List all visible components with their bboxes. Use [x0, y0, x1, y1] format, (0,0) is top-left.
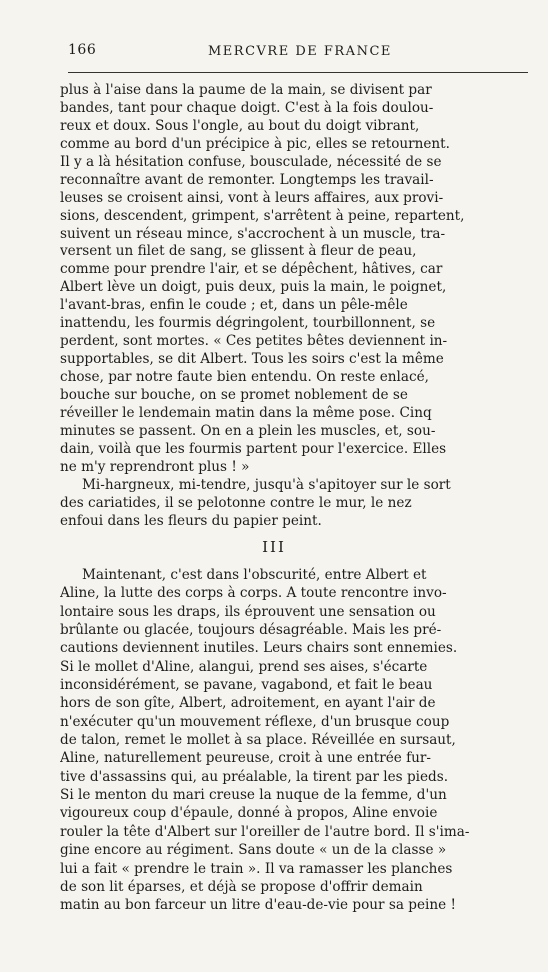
text-line: leuses se croisent ainsi, vont à leurs affaires, aux provi- [60, 189, 444, 206]
text-line: Aline, naturellement peureuse, croit à une entrée fur- [60, 750, 432, 767]
text-line: inconsidérément, se pavane, vagabond, et fait le beau [60, 677, 433, 694]
text-line: Mi-hargneux, mi-tendre, jusqu'à s'apitoyer sur le sort [82, 476, 451, 493]
text-line: reconnaître avant de remonter. Longtemps les travail- [60, 171, 434, 188]
text-line: réveiller le lendemain matin dans la même pose. Cinq [60, 404, 432, 421]
text-line: perdent, sont mortes. « Ces petites bêtes deviennent in- [60, 333, 448, 350]
text-line: versent un filet de sang, se glissent à fleur de peau, [60, 243, 417, 260]
text-line: hors de son gîte, Albert, adroitement, en ayant l'air de [60, 695, 436, 712]
text-line: Il y a là hésitation confuse, bousculade, nécessité de se [60, 153, 442, 170]
text-line: tive d'assassins qui, au préalable, la tirent par les pieds. [60, 768, 449, 785]
page-number: 166 [68, 42, 97, 58]
text-line: plus à l'aise dans la paume de la main, se divisent par [60, 82, 432, 98]
text-line: matin au bon farceur un litre d'eau-de-vie pour sa peine ! [60, 897, 456, 914]
text-line: dain, voilà que les fourmis partent pour l'exercice. Elles [60, 440, 447, 457]
text-line: de talon, remet le mollet à sa place. Réveillée en sursaut, [60, 732, 456, 749]
text-line: des cariatides, il se pelotonne contre le mur, le nez [60, 494, 412, 511]
section-number: III [262, 538, 286, 556]
running-head: MERCVRE DE FRANCE [208, 44, 392, 59]
text-line: cautions deviennent inutiles. Leurs chairs sont ennemies. [60, 640, 458, 657]
text-line: supportables, se dit Albert. Tous les soirs c'est la même [60, 351, 444, 368]
text-line: ne m'y reprendront plus ! » [60, 458, 250, 475]
text-line: de son lit éparses, et déjà se propose d'offrir demain [60, 878, 423, 895]
text-line: sions, descendent, grimpent, s'arrêtent à peine, repartent, [60, 207, 465, 224]
section-three-body [60, 566, 528, 915]
text-line: chose, par notre faute bien entendu. On reste enlacé, [60, 369, 429, 385]
text-line: Aline, la lutte des corps à corps. A toute rencontre invo- [60, 585, 447, 602]
text-line: lui a fait « prendre le train ». Il va ramasser les planches [60, 860, 453, 877]
page-header [68, 38, 528, 68]
header-rule [68, 72, 528, 73]
text-line: suivent un réseau mince, s'accrochent à un muscle, tra- [60, 225, 446, 242]
passage-continuation [60, 82, 528, 530]
text-line: gine encore au régiment. Sans doute « un de la classe » [60, 842, 447, 859]
text-line: Si le mollet d'Aline, alangui, prend ses aises, s'écarte [60, 658, 428, 675]
text-line: Si le menton du mari creuse la nuque de la femme, d'un [60, 787, 447, 804]
text-line: comme au bord d'un précipice à pic, elles se retournent. [60, 135, 450, 152]
text-line: vigoureux coup d'épaule, donné à propos, Aline envoie [60, 805, 438, 822]
text-line: lontaire sous les draps, ils éprouvent une sensation ou [60, 603, 436, 620]
text-line: brûlante ou glacée, toujours désagréable. Mais les pré- [60, 622, 442, 639]
text-line: Maintenant, c'est dans l'obscurité, entre Albert et [82, 567, 427, 583]
text-line: n'exécuter qu'un mouvement réflexe, d'un brusque coup [60, 713, 450, 730]
text-line: bandes, tant pour chaque doigt. C'est à la fois doulou- [60, 99, 434, 116]
text-line: bouche sur bouche, on se promet noblement de se [60, 386, 408, 403]
text-line: inattendu, les fourmis dégringolent, tourbillonnent, se [60, 315, 436, 332]
text-line: l'avant-bras, enfin le coude ; et, dans un pêle-mêle [60, 297, 408, 314]
text-line: Albert lève un doigt, puis deux, puis la main, le poignet, [60, 279, 447, 296]
text-line: reux et doux. Sous l'ongle, au bout du doigt vibrant, [60, 117, 420, 134]
text-line: comme pour prendre l'air, et se dépêchent, hâtives, car [60, 261, 443, 278]
text-line: rouler la tête d'Albert sur l'oreiller de l'autre bord. Il s'ima- [60, 823, 470, 840]
text-line: enfoui dans les fleurs du papier peint. [60, 512, 322, 529]
text-line: minutes se passent. On en a plein les muscles, et, sou- [60, 422, 436, 439]
